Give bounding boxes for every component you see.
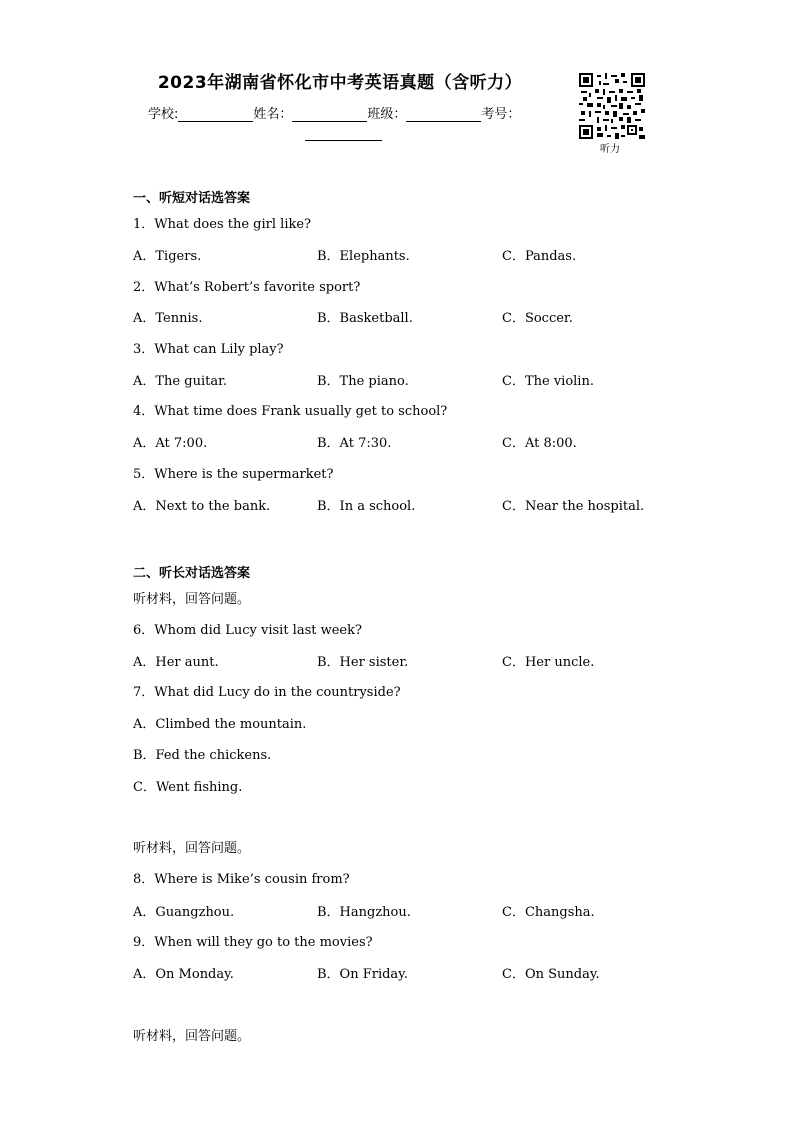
q4-option-a[interactable]: A．At 7:00. xyxy=(133,436,208,451)
q4-option-c[interactable]: C．At 8:00. xyxy=(502,436,577,451)
school-blank[interactable] xyxy=(178,107,253,122)
q1-option-a[interactable]: A．Tigers. xyxy=(133,249,202,264)
school-label: 学校: xyxy=(148,107,179,122)
q3-option-b[interactable]: B．The piano. xyxy=(317,374,409,389)
question-7: 7．What did Lucy do in the countryside? xyxy=(133,685,401,700)
question-6: 6．Whom did Lucy visit last week? xyxy=(133,623,362,638)
listening-instruction: 听材料，回答问题。 xyxy=(133,592,251,607)
name-label: 姓名： xyxy=(253,107,293,122)
q3-option-a[interactable]: A．The guitar. xyxy=(133,374,228,389)
question-2: 2．What’s Robert’s favorite sport? xyxy=(133,280,361,295)
q7-option-b[interactable]: B．Fed the chickens. xyxy=(133,748,272,763)
question-4: 4．What time does Frank usually get to school? xyxy=(133,404,448,419)
q5-option-b[interactable]: B．In a school. xyxy=(317,499,416,514)
q8-option-c[interactable]: C．Changsha. xyxy=(502,905,595,920)
question-3: 3．What can Lily play? xyxy=(133,342,284,357)
q6-option-c[interactable]: C．Her uncle. xyxy=(502,655,595,670)
listening-instruction: 听材料，回答问题。 xyxy=(133,841,251,856)
exam-no-blank[interactable] xyxy=(305,130,382,141)
name-blank[interactable] xyxy=(292,107,367,122)
q1-option-c[interactable]: C．Pandas. xyxy=(502,249,577,264)
q7-option-c[interactable]: C．Went fishing. xyxy=(133,780,243,795)
q8-option-b[interactable]: B．Hangzhou. xyxy=(317,905,411,920)
student-info-line xyxy=(148,103,520,122)
question-9: 9．When will they go to the movies? xyxy=(133,935,373,950)
q2-option-a[interactable]: A．Tennis. xyxy=(133,311,203,326)
question-1: 1．What does the girl like? xyxy=(133,217,312,232)
q6-option-b[interactable]: B．Her sister. xyxy=(317,655,409,670)
class-blank[interactable] xyxy=(406,107,481,122)
listening-instruction: 听材料，回答问题。 xyxy=(133,1029,251,1044)
class-label: 班级： xyxy=(367,107,407,122)
q4-option-b[interactable]: B．At 7:30. xyxy=(317,436,392,451)
exam-no-label: 考号： xyxy=(481,107,521,122)
q5-option-a[interactable]: A．Next to the bank. xyxy=(133,499,271,514)
q6-option-a[interactable]: A．Her aunt. xyxy=(133,655,219,670)
qr-code-label: 听力 xyxy=(600,144,620,155)
q1-option-b[interactable]: B．Elephants. xyxy=(317,249,410,264)
q2-option-c[interactable]: C．Soccer. xyxy=(502,311,573,326)
section-1-heading: 一、听短对话选答案 xyxy=(133,191,251,206)
qr-code-icon[interactable] xyxy=(579,73,645,139)
q9-option-c[interactable]: C．On Sunday. xyxy=(502,967,600,982)
section-2-heading: 二、听长对话选答案 xyxy=(133,566,251,581)
q2-option-b[interactable]: B．Basketball. xyxy=(317,311,413,326)
page-title: 2023年湖南省怀化市中考英语真题（含听力） xyxy=(157,73,523,93)
q9-option-b[interactable]: B．On Friday. xyxy=(317,967,408,982)
q5-option-c[interactable]: C．Near the hospital. xyxy=(502,499,645,514)
question-8: 8．Where is Mike’s cousin from? xyxy=(133,872,350,887)
q9-option-a[interactable]: A．On Monday. xyxy=(133,967,234,982)
q3-option-c[interactable]: C．The violin. xyxy=(502,374,594,389)
question-5: 5．Where is the supermarket? xyxy=(133,467,334,482)
q8-option-a[interactable]: A．Guangzhou. xyxy=(133,905,235,920)
q7-option-a[interactable]: A．Climbed the mountain. xyxy=(133,717,307,732)
